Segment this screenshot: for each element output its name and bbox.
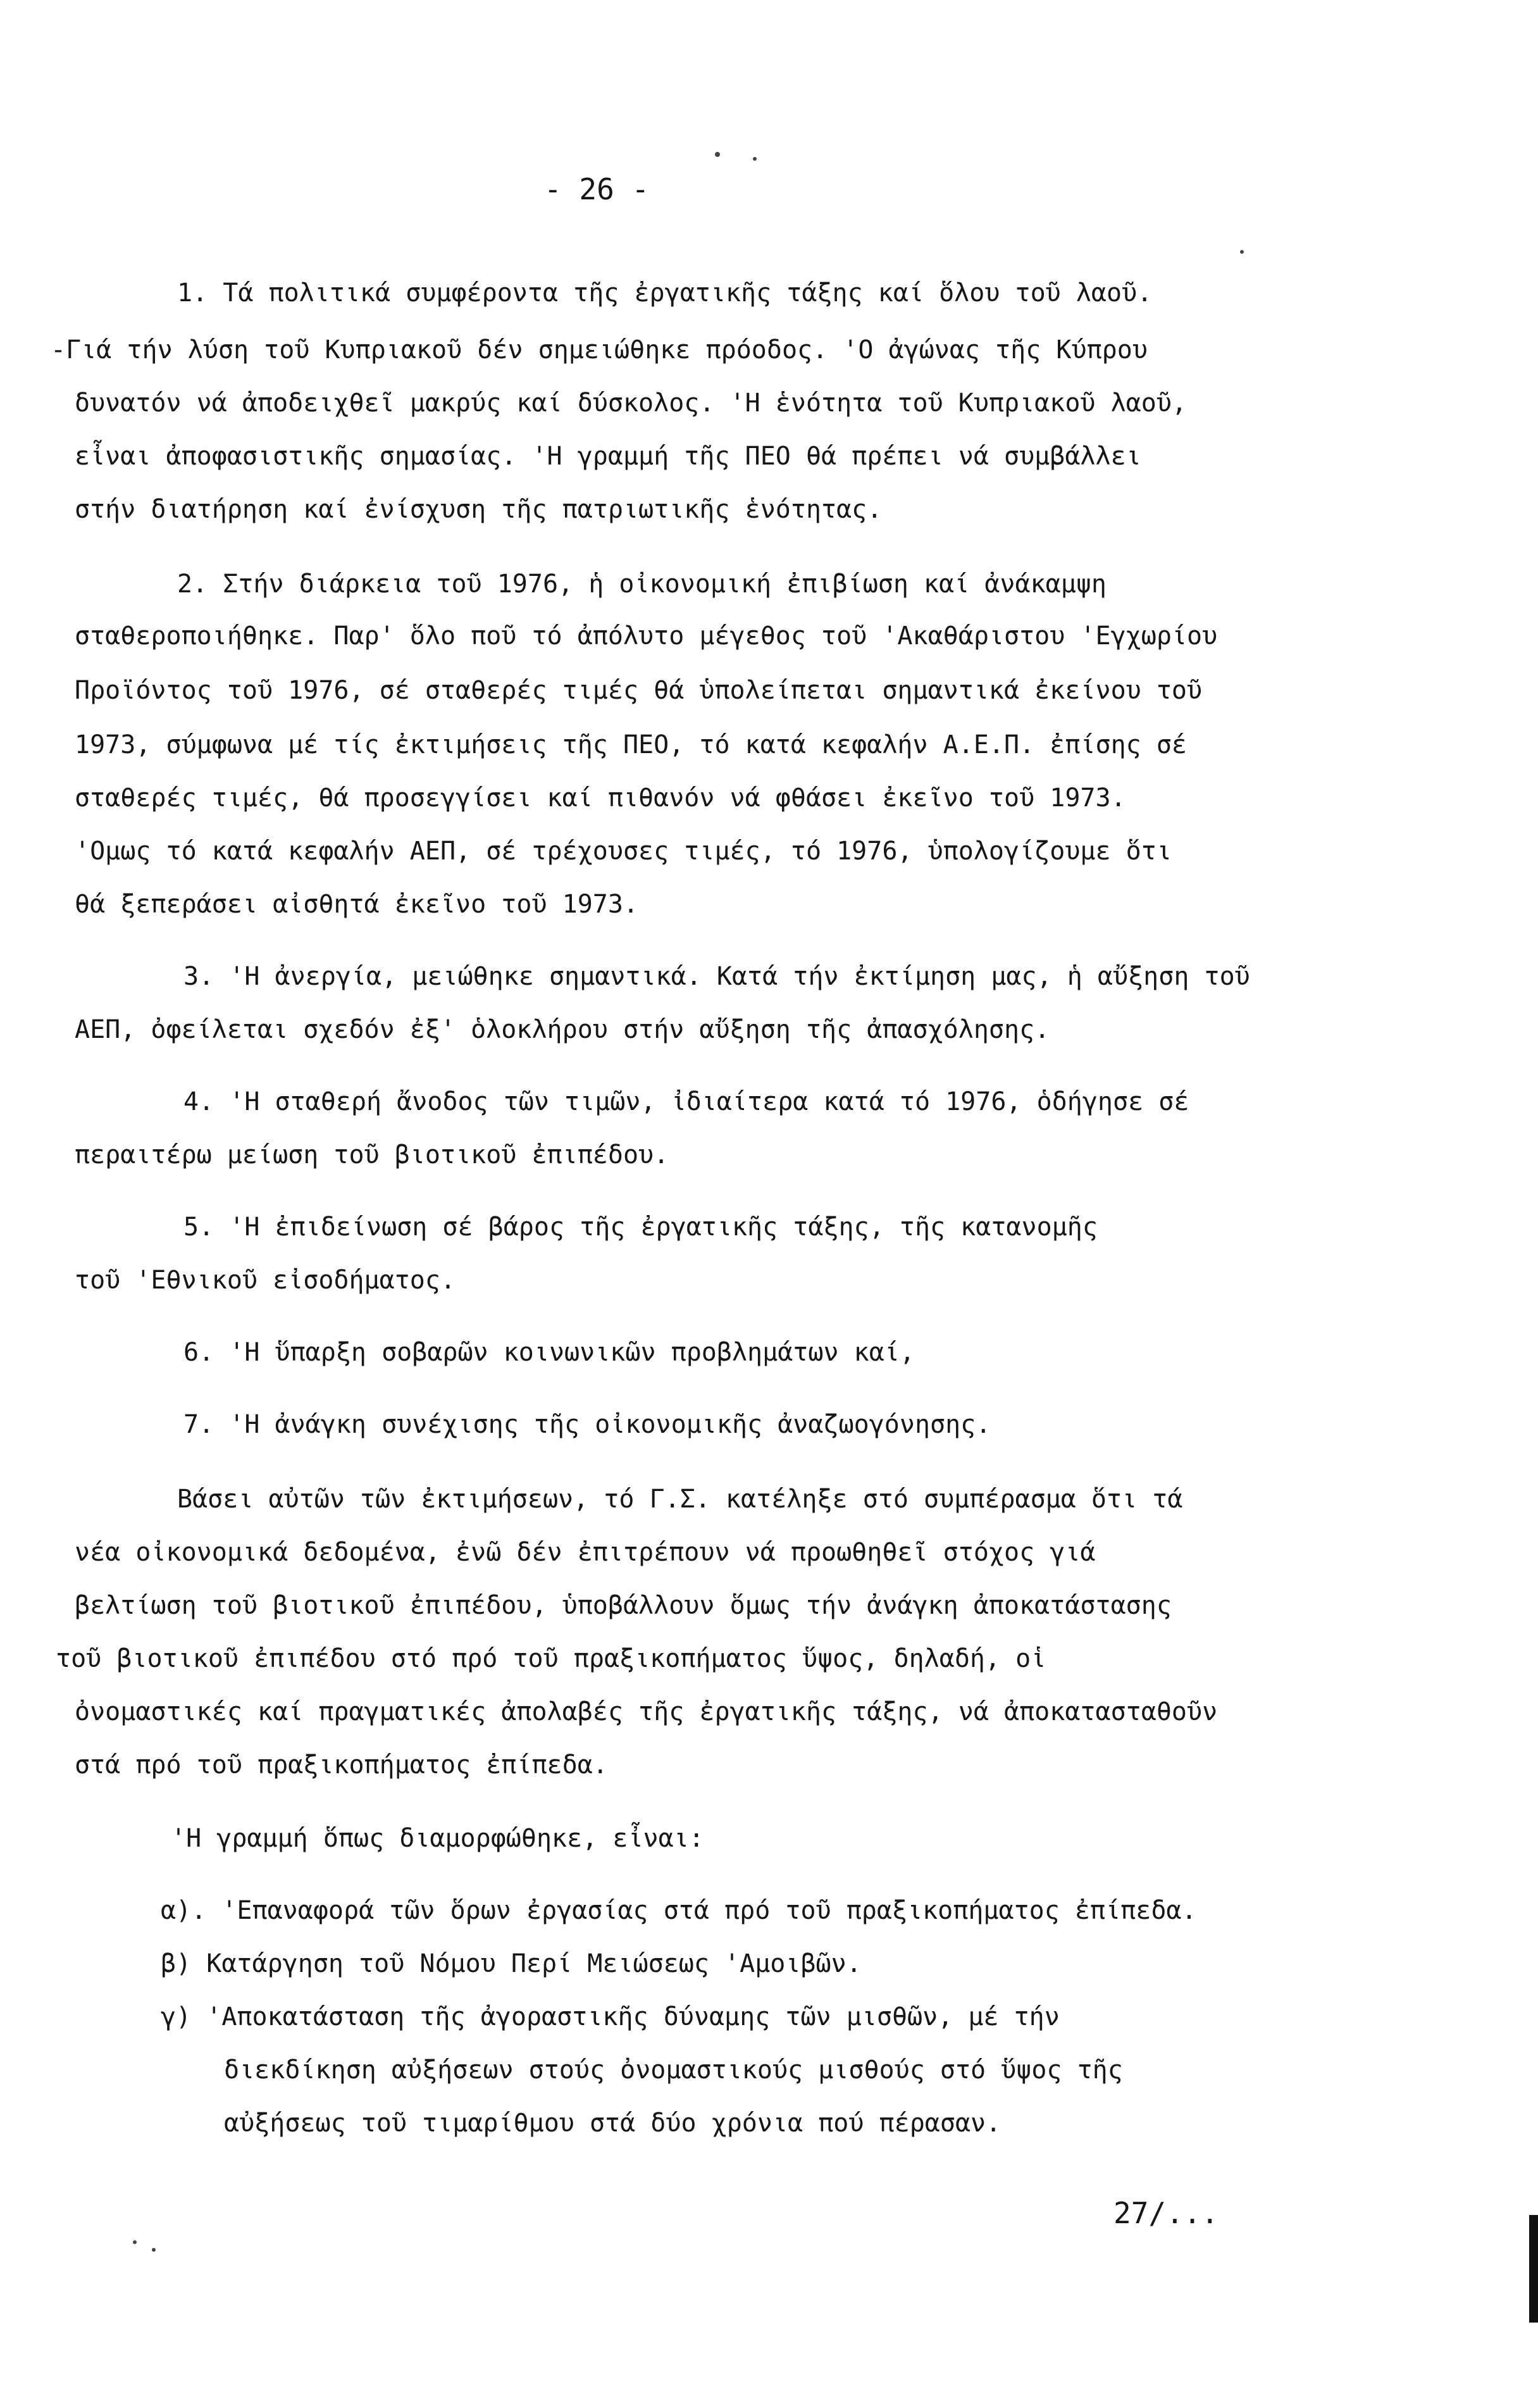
scan-speck xyxy=(133,2240,137,2244)
text-line: 'Η γραμμή ὅπως διαμορφώθηκε, εἶναι: xyxy=(171,1824,704,1853)
text-line: τοῦ βιοτικοῦ ἐπιπέδου στό πρό τοῦ πραξικοπήματος ὕψος, δηλαδή, οἱ xyxy=(56,1644,1046,1673)
text-line: αὐξήσεως τοῦ τιμαρίθμου στά δύο χρόνια πού πέρασαν. xyxy=(224,2109,1002,2138)
scan-speck xyxy=(1240,250,1244,254)
text-line: εἶναι ἀποφασιστικῆς σημασίας. 'Η γραμμή τῆς ΠΕΟ θά πρέπει νά συμβάλλει xyxy=(75,442,1141,471)
text-line: τοῦ 'Εθνικοῦ εἰσοδήματος. xyxy=(75,1266,456,1295)
text-line: σταθερές τιμές, θά προσεγγίσει καί πιθανόν νά φθάσει ἐκεῖνο τοῦ 1973. xyxy=(75,783,1126,813)
scan-speck xyxy=(715,152,720,157)
scan-edge-mark xyxy=(1529,2215,1538,2323)
text-line: 4. 'Η σταθερή ἄνοδος τῶν τιμῶν, ἰδιαίτερα κατά τό 1976, ὁδήγησε σέ xyxy=(183,1087,1189,1116)
text-line: δυνατόν νά ἀποδειχθεῖ μακρύς καί δύσκολος. 'Η ἑνότητα τοῦ Κυπριακοῦ λαοῦ, xyxy=(75,389,1187,418)
text-line: στά πρό τοῦ πραξικοπήματος ἐπίπεδα. xyxy=(75,1750,608,1780)
text-line: βελτίωση τοῦ βιοτικοῦ ἐπιπέδου, ὑποβάλλουν ὅμως τήν ἀνάγκη ἀποκατάστασης xyxy=(75,1591,1172,1620)
text-line: 3. 'Η ἀνεργία, μειώθηκε σημαντικά. Κατά τήν ἐκτίμηση μας, ἡ αὔξηση τοῦ xyxy=(183,962,1250,991)
text-line: διεκδίκηση αὐξήσεων στούς ὀνομαστικούς μισθούς στό ὕψος τῆς xyxy=(224,2056,1123,2085)
text-line: περαιτέρω μείωση τοῦ βιοτικοῦ ἐπιπέδου. xyxy=(75,1140,669,1170)
text-line: 6. 'Η ὕπαρξη σοβαρῶν κοινωνικῶν προβλημάτων καί, xyxy=(183,1338,915,1367)
text-line: ὀνομαστικές καί πραγματικές ἀπολαβές τῆς ἐργατικῆς τάξης, νά ἀποκατασταθοῦν xyxy=(75,1697,1218,1726)
text-line: θά ξεπεράσει αἰσθητά ἐκεῖνο τοῦ 1973. xyxy=(75,890,639,919)
text-line: σταθεροποιήθηκε. Παρ' ὅλο ποῦ τό ἀπόλυτο μέγεθος τοῦ 'Ακαθάριστου 'Εγχωρίου xyxy=(75,621,1218,651)
text-line: 2. Στήν διάρκεια τοῦ 1976, ἡ οἰκονομική ἐπιβίωση καί ἀνάκαμψη xyxy=(177,570,1107,599)
text-line: 1973, σύμφωνα μέ τίς ἐκτιμήσεις τῆς ΠΕΟ, τό κατά κεφαλήν Α.Ε.Π. ἐπίσης σέ xyxy=(75,730,1187,759)
text-line: 'Ομως τό κατά κεφαλήν ΑΕΠ, σέ τρέχουσες τιμές, τό 1976, ὑπολογίζουμε ὅτι xyxy=(75,837,1172,866)
scan-speck xyxy=(152,2248,156,2252)
text-line: α). 'Επαναφορά τῶν ὅρων ἐργασίας στά πρό τοῦ πραξικοπήματος ἐπίπεδα. xyxy=(161,1896,1197,1925)
page-number: - 26 - xyxy=(544,172,650,206)
text-line: β) Κατάργηση τοῦ Νόμου Περί Μειώσεως 'Αμοιβῶν. xyxy=(161,1949,862,1978)
text-line: -Γιά τήν λύση τοῦ Κυπριακοῦ δέν σημειώθηκε πρόοδος. 'Ο ἀγώνας τῆς Κύπρου xyxy=(51,335,1148,365)
scan-speck xyxy=(753,157,757,161)
text-line: στήν διατήρηση καί ἐνίσχυση τῆς πατριωτικῆς ἑνότητας. xyxy=(75,495,883,524)
text-line: γ) 'Αποκατάσταση τῆς ἀγοραστικῆς δύναμης τῶν μισθῶν, μέ τήν xyxy=(161,2002,1060,2031)
text-line: 5. 'Η ἐπιδείνωση σέ βάρος τῆς ἐργατικῆς τάξης, τῆς κατανομῆς xyxy=(183,1213,1098,1242)
text-line: Βάσει αὐτῶν τῶν ἐκτιμήσεων, τό Γ.Σ. κατέληξε στό συμπέρασμα ὅτι τά xyxy=(177,1485,1183,1514)
text-line: ΑΕΠ, ὀφείλεται σχεδόν ἐξ' ὁλοκλήρου στήν αὔξηση τῆς ἀπασχόλησης. xyxy=(75,1015,1050,1044)
text-line: 7. 'Η ἀνάγκη συνέχισης τῆς οἰκονομικῆς ἀναζωογόνησης. xyxy=(183,1410,991,1439)
text-line: νέα οἰκονομικά δεδομένα, ἐνῶ δέν ἐπιτρέπουν νά προωθηθεῖ στόχος γιά xyxy=(75,1538,1096,1567)
continuation-marker: 27/... xyxy=(1113,2196,1219,2230)
text-line: Προϊόντος τοῦ 1976, σέ σταθερές τιμές θά ὑπολείπεται σημαντικά ἐκείνου τοῦ xyxy=(75,676,1203,705)
text-line: 1. Τά πολιτικά συμφέροντα τῆς ἐργατικῆς τάξης καί ὅλου τοῦ λαοῦ. xyxy=(177,278,1153,308)
